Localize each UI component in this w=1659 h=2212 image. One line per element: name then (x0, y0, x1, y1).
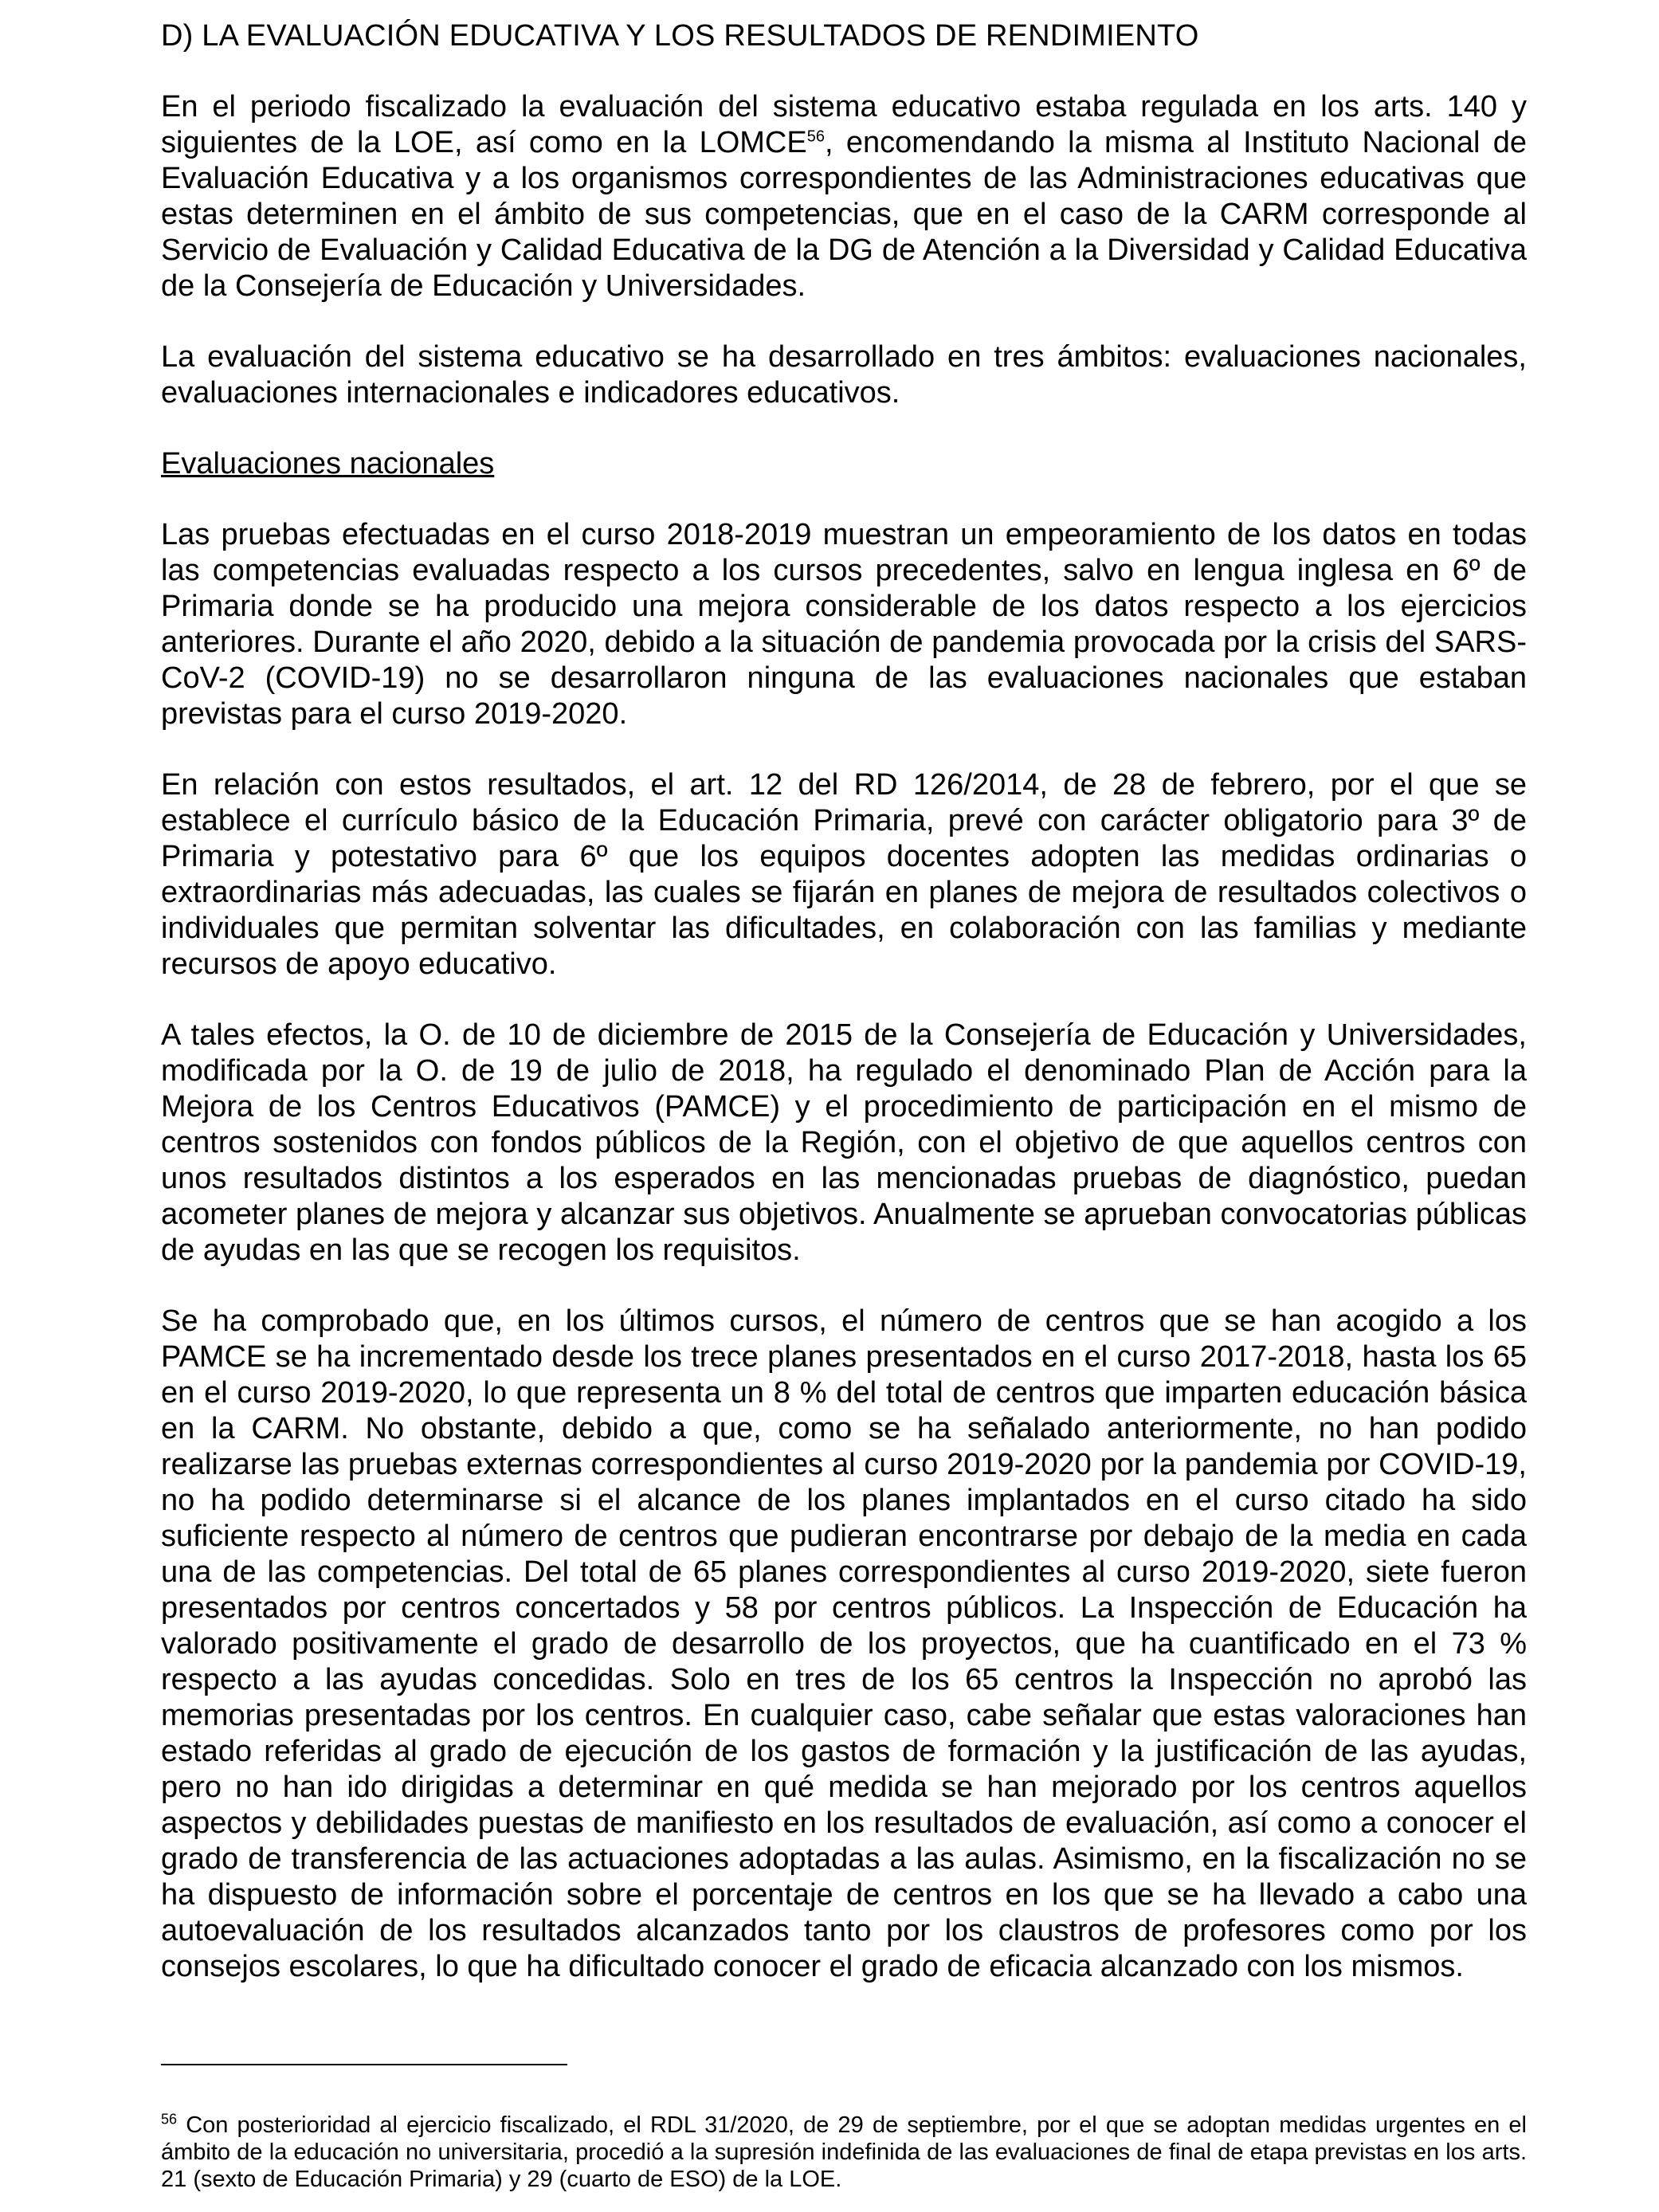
paragraph-evaluation-regulation (161, 89, 1527, 304)
footnote-number: 56 (161, 2111, 178, 2128)
footnote-reference[interactable]: 56 (806, 127, 825, 146)
paragraph-rd-126-2014: En relación con estos resultados, el art. 12 del RD 126/2014, de 28 de febrero, por el que se establece el currículo básico de la Educación Primaria, prevé con carácter obligatorio para 3º de Primaria y potestativo para 6º que los equipos docentes adopten las medidas ordinarias o extraordinarias más adecuadas, las cuales se fijarán en planes de mejora de resultados colectivos o individuales que permitan solventar las dificultades, en colaboración con las familias y mediante recursos de apoyo educativo. (161, 768, 1527, 981)
paragraph-pamce-analysis: Se ha comprobado que, en los últimos cursos, el número de centros que se han acogido a los PAMCE se ha incrementado desde los trece planes presentados en el curso 2017-2018, hasta los 65 en el curso 2019-2020, lo que representa un 8 % del total de centros que imparten educación básica en la CARM. No obstante, debido a que, como se ha señalado anteriormente, no han podido realizarse las pruebas externas correspondientes al curso 2019-2020 por la pandemia por COVID-19, no ha podido determinarse si el alcance de los planes implantados en el curso citado ha sido suficiente respecto al número de centros que pudieran encontrarse por debajo de la media en cada una de las competencias. Del total de 65 planes correspondientes al curso 2019-2020, siete fueron presentados por centros concertados y 58 por centros públicos. La Inspección de Educación ha valorado positivamente el grado de desarrollo de los proyectos, que ha cuantificado en el 73 % respecto a las ayudas concedidas. Solo en tres de los 65 centros la Inspección no aprobó las memorias presentadas por los centros. En cualquier caso, cabe señalar que estas valoraciones han estado referidas al grado de ejecución de los gastos de formación y la justificación de las ayudas, pero no han ido dirigidas a determinar en qué medida se han mejorado por los centros aquellos aspectos y debilidades puestas de manifiesto en los resultados de evaluación, así como a conocer el grado de transferencia de las actuaciones adoptadas a las aulas. Asimismo, en la fiscalización no se ha dispuesto de información sobre el porcentaje de centros en los que se ha llevado a cabo una autoevaluación de los resultados alcanzados tanto por los claustros de profesores como por los consejos escolares, lo que ha dificultado conocer el grado de eficacia alcanzado con los mismos. (161, 1304, 1527, 1983)
paragraph-pamce-regulation: A tales efectos, la O. de 10 de diciembre de 2015 de la Consejería de Educación y Universidades, modificada por la O. de 19 de julio de 2018, ha regulado el denominado Plan de Acción para la Mejora de los Centros Educativos (PAMCE) y el procedimiento de participación en el mismo de centros sostenidos con fondos públicos de la Región, con el objetivo de que aquellos centros con unos resultados distintos a los esperados en las mencionadas pruebas de diagnóstico, puedan acometer planes de mejora y alcanzar sus objetivos. Anualmente se aprueban convocatorias públicas de ayudas en las que se recogen los requisitos. (161, 1018, 1527, 1267)
section-heading: D) LA EVALUACIÓN EDUCATIVA Y LOS RESULTADOS DE RENDIMIENTO (161, 19, 1199, 53)
subheading-national-evaluations: Evaluaciones nacionales (161, 447, 495, 480)
paragraph-text: En el periodo fiscalizado la evaluación del sistema educativo estaba regulada en los arts. 140 y siguientes de la LOE, así como en la LOMCE (161, 90, 1527, 159)
paragraph-text: , encomendando la misma al Instituto Nacional de Evaluación Educativa y a los organismos correspondientes de las Administraciones educativas que estas determinen en el ámbito de sus competencias, que en el caso de la CARM corresponde al Servicio de Evaluación y Calidad Educativa de la DG de Atención a la Diversidad y Calidad Educativa de la Consejería de Educación y Universidades. (161, 126, 1527, 303)
document-body (161, 18, 1527, 2020)
footnote-text: Con posterioridad al ejercicio fiscalizado, el RDL 31/2020, de 29 de septiembre, por el que se adoptan medidas urgentes en el ámbito de la educación no universitaria, procedió a la supresión indefinida de las evaluaciones de final de etapa previstas en los arts. 21 (sexto de Educación Primaria) y 29 (cuarto de ESO) de la LOE. (161, 2112, 1527, 2192)
footnote (161, 2112, 1527, 2193)
paragraph-test-results: Las pruebas efectuadas en el curso 2018-2019 muestran un empeoramiento de los datos en todas las competencias evaluadas respecto a los cursos precedentes, salvo en lengua inglesa en 6º de Primaria donde se ha producido una mejora considerable de los datos respecto a los ejercicios anteriores. Durante el año 2020, debido a la situación de pandemia provocada por la crisis del SARS-CoV-2 (COVID-19) no se desarrollaron ninguna de las evaluaciones nacionales que estaban previstas para el curso 2019-2020. (161, 518, 1527, 731)
footnote-separator (161, 2064, 567, 2065)
paragraph-evaluation-scopes: La evaluación del sistema educativo se ha desarrollado en tres ámbitos: evaluaciones nacionales, evaluaciones internacionales e indicadores educativos. (161, 340, 1527, 410)
